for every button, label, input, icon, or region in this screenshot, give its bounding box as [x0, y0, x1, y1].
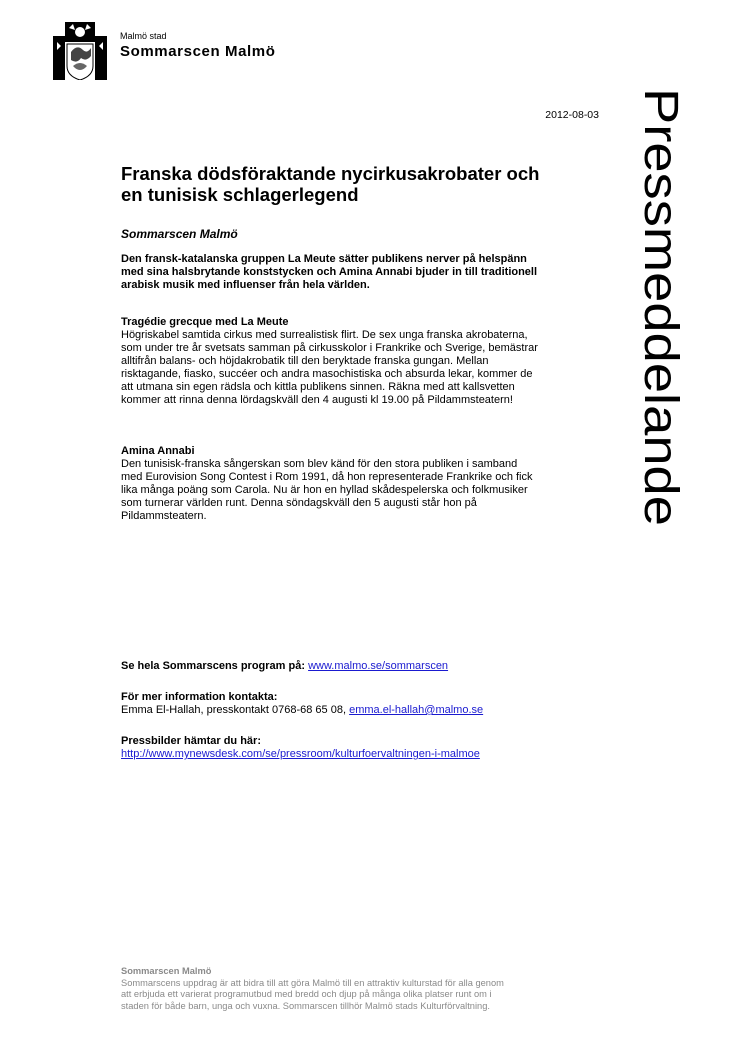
pressbilder-block	[121, 735, 606, 761]
subtitle: Sommarscen Malmö	[121, 227, 238, 241]
section-line: Högriskabel samtida cirkus med surrealistisk flirt. De sex unga franska akrobaterna,	[121, 329, 528, 341]
side-label-text: Pressmeddelande	[634, 88, 687, 475]
contact-email-link[interactable]: emma.el-hallah@malmo.se	[349, 704, 484, 716]
main-content	[121, 163, 606, 760]
title-line-2: en tunisisk schlagerlegend	[121, 184, 359, 205]
title-line-1: Franska dödsföraktande nycirkusakrobater och	[121, 163, 540, 184]
org-small-label: Malmö stad	[120, 31, 167, 41]
section-line: med Eurovision Song Contest i Rom 1991, då hon representerade Frankrike och fick	[121, 471, 533, 483]
press-date: 2012-08-03	[545, 109, 599, 121]
section-heading: Amina Annabi	[121, 445, 195, 457]
intro-line: Den fransk-katalanska gruppen La Meute sätter publikens nerver på helspänn	[121, 253, 527, 265]
footer-line: att erbjuda ett varierat programutbud med bredd och djup på många olika platser runt om i	[121, 989, 492, 999]
side-label	[597, 88, 689, 528]
pressbilder-heading: Pressbilder hämtar du här:	[121, 735, 261, 747]
program-link[interactable]: www.malmo.se/sommarscen	[308, 660, 449, 672]
section-line: att utmana sin egen rädsla och kittla publikens sinnen. Räkna med att kallsvetten	[121, 381, 515, 393]
section-line: kommer att rinna denna lördagskväll den 4 augusti kl 19.00 på Pildammsteatern!	[121, 394, 513, 406]
section-heading: Tragédie grecque med La Meute	[121, 316, 289, 328]
section-line: alltifrån balans- och höjdakrobatik till den beryktade franska gungan. Mellan	[121, 355, 489, 367]
page-title	[121, 163, 606, 205]
section-line: lika många poäng som Carola. Nu är hon en hyllad skådespelerska och folkmusiker	[121, 484, 528, 496]
section-line: Pildammsteatern.	[121, 510, 207, 522]
pressbilder-link[interactable]: http://www.mynewsdesk.com/se/pressroom/kulturfoervaltningen-i-malmoe	[121, 748, 480, 760]
program-label: Se hela Sommarscens program på:	[121, 660, 306, 672]
footer-title: Sommarscen Malmö	[121, 966, 212, 976]
intro-line: arabisk musik med influenser från hela världen.	[121, 279, 370, 291]
intro-paragraph	[121, 253, 606, 292]
section-line: risktagande, fiasko, succéer och andra masochistiska och absurda lekar, kommer de	[121, 368, 533, 380]
footer	[121, 966, 601, 1012]
program-line	[121, 660, 606, 673]
section-amina-annabi	[121, 445, 606, 523]
footer-line: staden för både barn, unga och vuxna. Sommarscen tillhör Malmö stads Kulturförvaltning.	[121, 1000, 490, 1011]
section-line: Den tunisisk-franska sångerskan som blev känd för den stora publiken i samband	[121, 458, 518, 470]
contact-text: Emma El-Hallah, presskontakt 0768-68 65 08,	[121, 704, 347, 716]
footer-line: Sommarscens uppdrag är att bidra till att göra Malmö till en attraktiv kulturstad för alla genom	[121, 977, 504, 988]
section-line: som turnerar världen runt. Denna söndagskväll den 5 augusti står hon på	[121, 497, 477, 509]
contact-heading: För mer information kontakta:	[121, 691, 278, 703]
section-la-meute	[121, 316, 606, 407]
intro-line: med sina halsbrytande konststycken och Amina Annabi bjuder in till traditionell	[121, 266, 538, 278]
malmo-logo-icon	[53, 22, 107, 80]
contact-block	[121, 691, 606, 717]
org-name: Sommarscen Malmö	[120, 43, 276, 60]
section-line: som under tre år svetsats samman på cirkusskolor i Frankrike och Sverige, bemästrar	[121, 342, 538, 354]
